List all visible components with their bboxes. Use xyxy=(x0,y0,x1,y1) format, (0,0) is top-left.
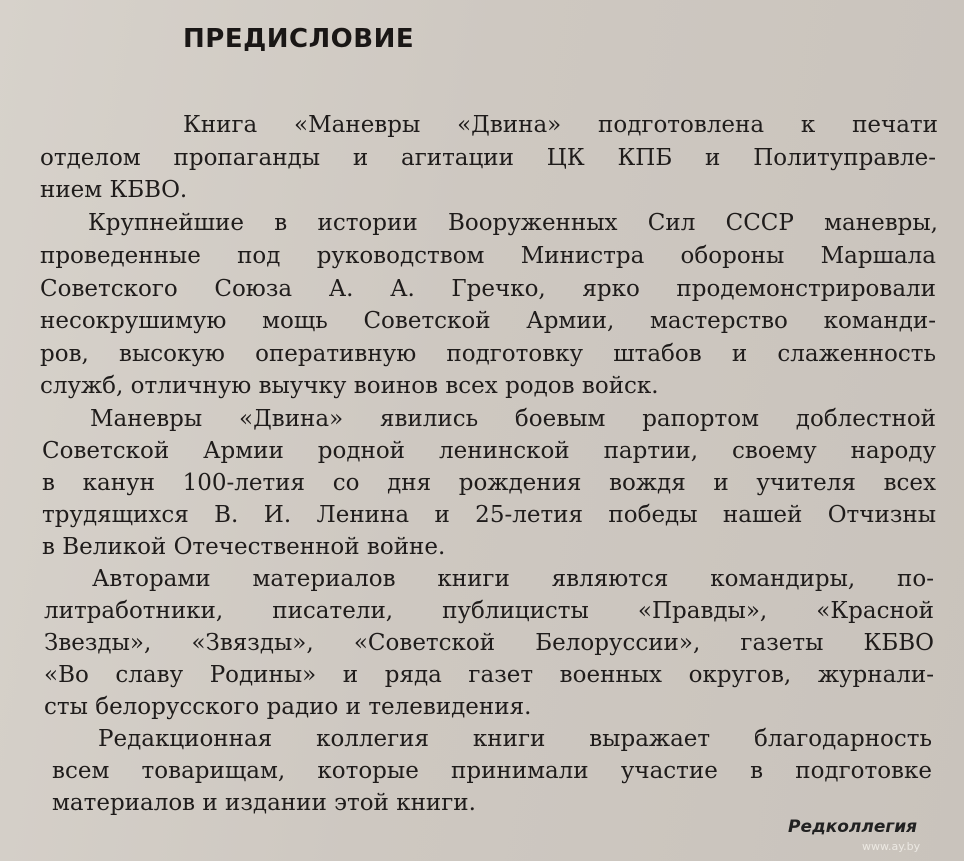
signature: Редколлегия xyxy=(788,817,918,837)
text-line: служб, отличную выучку воинов всех родов войск. xyxy=(40,373,659,399)
watermark: www.ay.by xyxy=(862,840,921,853)
text-line: литработники, писатели, публицисты «Правды», «Красной xyxy=(44,598,934,624)
text-line: Авторами материалов книги являются командиры, по- xyxy=(92,566,934,592)
text-line: сты белорусского радио и телевидения. xyxy=(44,694,532,720)
text-line: всем товарищам, которые принимали участие в подготовке xyxy=(52,758,932,784)
text-line: нием КБВО. xyxy=(40,177,188,203)
text-line: несокрушимую мощь Советской Армии, мастерство команди- xyxy=(40,308,936,334)
text-line: материалов и издании этой книги. xyxy=(52,790,476,816)
text-line: отделом пропаганды и агитации ЦК КПБ и Политуправле- xyxy=(40,145,936,171)
text-line: трудящихся В. И. Ленина и 25-летия победы нашей Отчизны xyxy=(42,502,936,528)
text-line: в канун 100-летия со дня рождения вождя и учителя всех xyxy=(42,470,936,496)
text-line: в Великой Отечественной войне. xyxy=(42,534,446,560)
page-heading: ПРЕДИСЛОВИЕ xyxy=(183,24,415,54)
text-line: Советской Армии родной ленинской партии, своему народу xyxy=(42,438,936,464)
text-line: «Во славу Родины» и ряда газет военных округов, журнали- xyxy=(44,662,934,688)
text-line: Крупнейшие в истории Вооруженных Сил СССР маневры, xyxy=(88,210,938,236)
text-line: Маневры «Двина» явились боевым рапортом доблестной xyxy=(90,406,936,432)
text-line: Звезды», «Звязды», «Советской Белоруссии», газеты КБВО xyxy=(44,630,934,656)
text-line: Советского Союза А. А. Гречко, ярко продемонстрировали xyxy=(40,276,936,302)
text-line: Книга «Маневры «Двина» подготовлена к печати xyxy=(183,112,938,138)
text-line: ров, высокую оперативную подготовку штабов и слаженность xyxy=(40,341,936,367)
text-line: проведенные под руководством Министра обороны Маршала xyxy=(40,243,936,269)
text-line: Редакционная коллегия книги выражает благодарность xyxy=(98,726,932,752)
